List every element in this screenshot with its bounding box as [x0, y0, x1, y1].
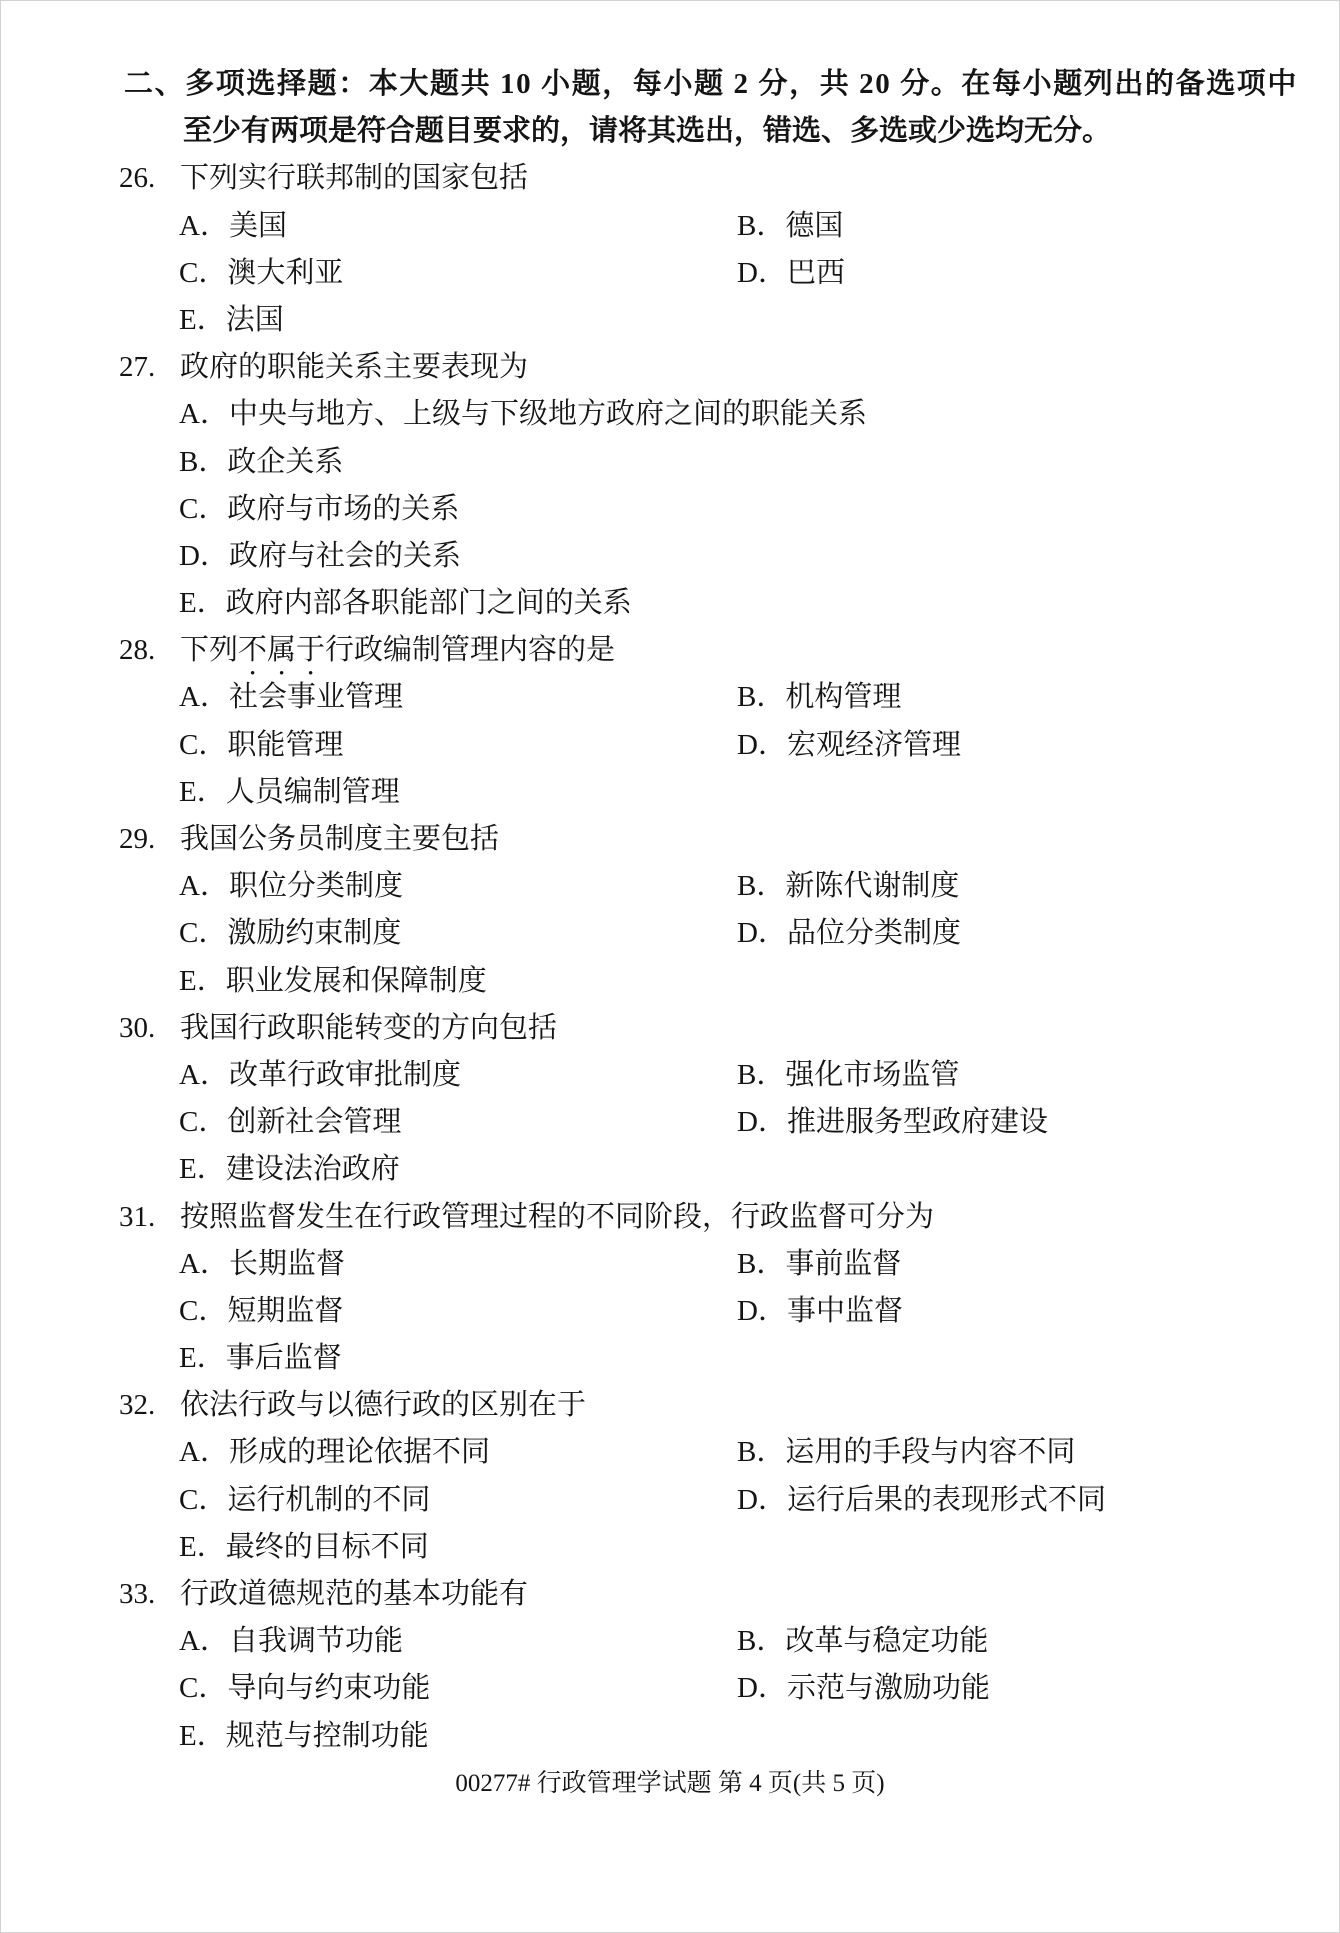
options-row — [1, 439, 1339, 486]
options-row — [1, 1477, 1339, 1524]
option-e — [179, 1335, 342, 1382]
question-stem-line — [1, 1194, 1339, 1241]
option-label: A． — [179, 1436, 229, 1469]
option-text: 宏观经济管理 — [786, 728, 961, 761]
option-text: 运行机制的不同 — [227, 1483, 431, 1516]
options-row — [1, 1524, 1339, 1571]
question-number: 28. — [119, 634, 156, 667]
option-label: D． — [737, 1672, 787, 1705]
section-header — [1, 61, 1339, 155]
section-instructions: 至少有两项是符合题目要求的，请将其选出，错选、多选或少选均无分。 — [183, 115, 1112, 148]
option-text: 中央与地方、上级与下级地方政府之间的职能关系 — [228, 398, 867, 431]
option-label: B． — [737, 209, 786, 242]
option-text: 社会事业管理 — [228, 681, 403, 714]
option-label: E． — [179, 303, 226, 336]
option-label: C． — [179, 728, 228, 761]
question-stem-line — [1, 1571, 1339, 1618]
page-content — [1, 61, 1339, 1807]
option-c — [179, 1477, 430, 1524]
option-a — [179, 1052, 461, 1099]
question-number: 33. — [119, 1578, 156, 1610]
question-stem-line — [1, 816, 1339, 863]
option-b — [737, 1241, 901, 1288]
option-label: E． — [179, 1719, 226, 1752]
option-label: A． — [179, 1625, 229, 1658]
option-label: C． — [179, 256, 228, 289]
option-label: D． — [737, 917, 787, 950]
option-text: 德国 — [785, 209, 844, 242]
option-label: D． — [737, 1483, 787, 1516]
options-row — [1, 1146, 1339, 1193]
option-label: B． — [737, 1625, 786, 1658]
options-row — [1, 769, 1339, 816]
option-text: 政府与社会的关系 — [228, 539, 461, 572]
option-label: E． — [179, 964, 226, 997]
option-label: A． — [179, 1247, 229, 1280]
option-text: 政府与市场的关系 — [227, 492, 460, 525]
options-row — [1, 1618, 1339, 1665]
option-c — [179, 250, 343, 297]
option-label: A． — [179, 681, 229, 714]
question-26 — [1, 155, 1339, 344]
options-row — [1, 1665, 1339, 1712]
option-b — [737, 863, 959, 910]
question-number: 31. — [119, 1200, 156, 1233]
option-label: E． — [179, 587, 226, 620]
option-label: B． — [179, 445, 228, 478]
option-text: 机构管理 — [785, 681, 902, 714]
option-e — [179, 769, 400, 816]
option-d — [737, 250, 845, 297]
option-text: 巴西 — [786, 256, 845, 289]
option-e — [179, 297, 284, 344]
option-text: 政府内部各职能部门之间的关系 — [225, 587, 632, 620]
option-b — [737, 1052, 959, 1099]
option-c — [179, 722, 343, 769]
option-label: D． — [737, 728, 787, 761]
option-label: A． — [179, 1058, 229, 1091]
option-text: 事前监督 — [785, 1247, 902, 1280]
question-number: 29. — [119, 823, 156, 855]
option-text: 创新社会管理 — [227, 1106, 402, 1139]
option-b — [737, 203, 843, 250]
option-e — [179, 1524, 429, 1571]
question-stem-line — [1, 1005, 1339, 1052]
options-row — [1, 1335, 1339, 1382]
option-text: 法国 — [225, 303, 284, 336]
option-label: A． — [179, 209, 229, 242]
option-d — [737, 1665, 990, 1712]
option-d — [737, 910, 961, 957]
options-row — [1, 1099, 1339, 1146]
option-label: E． — [179, 1153, 226, 1186]
options-row — [1, 297, 1339, 344]
option-c — [179, 486, 459, 533]
option-label: C． — [179, 492, 228, 525]
option-label: E． — [179, 1530, 226, 1563]
option-label: C． — [179, 1106, 228, 1139]
question-31 — [1, 1194, 1339, 1383]
options-row — [1, 250, 1339, 297]
option-text: 长期监督 — [228, 1247, 345, 1280]
question-text: 行政道德规范的基本功能有 — [180, 1578, 529, 1610]
option-e — [179, 1713, 429, 1760]
option-text: 短期监督 — [227, 1294, 344, 1327]
option-text: 最终的目标不同 — [225, 1530, 429, 1563]
option-d — [737, 1099, 1048, 1146]
option-text: 导向与约束功能 — [227, 1672, 431, 1705]
option-b — [179, 439, 343, 486]
option-text: 自我调节功能 — [228, 1625, 403, 1658]
option-label: B． — [737, 1436, 786, 1469]
option-a — [179, 391, 867, 438]
page-footer: 00277# 行政管理学试题 第 4 页(共 5 页) — [455, 1769, 885, 1797]
option-label: E． — [179, 775, 226, 808]
option-a — [179, 1241, 345, 1288]
question-text-before: 下列 — [180, 634, 239, 667]
option-label: C． — [179, 917, 228, 950]
question-number: 32. — [119, 1389, 156, 1422]
options-row — [1, 910, 1339, 957]
question-29 — [1, 816, 1339, 1005]
question-text: 政府的职能关系主要表现为 — [180, 351, 529, 384]
options-row — [1, 1429, 1339, 1476]
option-text: 职位分类制度 — [228, 870, 403, 903]
option-c — [179, 1099, 401, 1146]
question-text: 按照监督发生在行政管理过程的不同阶段，行政监督可分为 — [180, 1200, 935, 1233]
option-text: 示范与激励功能 — [786, 1672, 990, 1705]
option-text: 美国 — [228, 209, 287, 242]
options-row — [1, 486, 1339, 533]
options-row — [1, 674, 1339, 721]
option-text: 运行后果的表现形式不同 — [786, 1483, 1106, 1516]
option-label: B． — [737, 681, 786, 714]
question-text: 我国行政职能转变的方向包括 — [180, 1011, 558, 1044]
options-row — [1, 1241, 1339, 1288]
options-row — [1, 1052, 1339, 1099]
option-text: 改革行政审批制度 — [228, 1058, 461, 1091]
option-label: C． — [179, 1294, 228, 1327]
options-row — [1, 722, 1339, 769]
option-text: 品位分类制度 — [786, 917, 961, 950]
options-row — [1, 958, 1339, 1005]
question-text: 依法行政与以德行政的区别在于 — [180, 1389, 587, 1422]
option-a — [179, 203, 287, 250]
option-text: 建设法治政府 — [225, 1153, 400, 1186]
options-row — [1, 580, 1339, 627]
question-28 — [1, 627, 1339, 816]
question-stem-line — [1, 344, 1339, 391]
option-text: 事后监督 — [225, 1342, 342, 1375]
options-row — [1, 391, 1339, 438]
option-label: B． — [737, 1247, 786, 1280]
option-text: 激励约束制度 — [227, 917, 402, 950]
question-stem-line — [1, 155, 1339, 202]
option-label: C． — [179, 1672, 228, 1705]
question-text: 我国公务员制度主要包括 — [180, 823, 500, 855]
option-label: D． — [737, 1294, 787, 1327]
question-text: 下列实行联邦制的国家包括 — [180, 162, 529, 195]
option-a — [179, 863, 403, 910]
option-a — [179, 674, 403, 721]
question-stem-line — [1, 627, 1339, 674]
option-a — [179, 1429, 490, 1476]
question-27 — [1, 344, 1339, 627]
question-text-after: 行政编制管理内容的是 — [325, 634, 616, 667]
option-text: 职能管理 — [227, 728, 344, 761]
question-30 — [1, 1005, 1339, 1194]
option-d — [737, 1477, 1106, 1524]
section-header-line-2 — [1, 108, 1339, 155]
option-text: 推进服务型政府建设 — [786, 1106, 1048, 1139]
question-number: 27. — [119, 351, 156, 384]
options-row — [1, 863, 1339, 910]
option-e — [179, 958, 487, 1005]
option-text: 人员编制管理 — [225, 775, 400, 808]
option-label: B． — [737, 1058, 786, 1091]
option-text: 新陈代谢制度 — [785, 870, 960, 903]
option-c — [179, 910, 401, 957]
option-text: 事中监督 — [786, 1294, 903, 1327]
question-number: 30. — [119, 1011, 156, 1044]
option-text: 澳大利亚 — [227, 256, 344, 289]
option-d — [737, 722, 961, 769]
option-text: 改革与稳定功能 — [785, 1625, 989, 1658]
emphasized-text: 不属于 — [238, 634, 326, 667]
options-row — [1, 533, 1339, 580]
option-label: B． — [737, 870, 786, 903]
options-row — [1, 203, 1339, 250]
option-text: 职业发展和保障制度 — [225, 964, 487, 997]
option-label: D． — [737, 256, 787, 289]
option-b — [737, 674, 901, 721]
option-text: 强化市场监管 — [785, 1058, 960, 1091]
option-d — [179, 533, 461, 580]
question-number: 26. — [119, 162, 156, 195]
option-label: C． — [179, 1483, 228, 1516]
options-row — [1, 1288, 1339, 1335]
option-label: E． — [179, 1342, 226, 1375]
option-text: 政企关系 — [227, 445, 344, 478]
option-d — [737, 1288, 903, 1335]
option-label: D． — [179, 539, 229, 572]
option-a — [179, 1618, 403, 1665]
option-e — [179, 580, 632, 627]
options-row — [1, 1713, 1339, 1760]
option-label: A． — [179, 870, 229, 903]
option-b — [737, 1618, 988, 1665]
question-stem-line — [1, 1382, 1339, 1429]
option-label: A． — [179, 398, 229, 431]
option-b — [737, 1429, 1075, 1476]
option-text: 规范与控制功能 — [225, 1719, 429, 1752]
option-e — [179, 1146, 400, 1193]
option-label: D． — [737, 1106, 787, 1139]
option-c — [179, 1288, 343, 1335]
option-text: 形成的理论依据不同 — [228, 1436, 490, 1469]
question-33 — [1, 1571, 1339, 1760]
question-32 — [1, 1382, 1339, 1571]
option-c — [179, 1665, 430, 1712]
section-title: 二、多项选择题：本大题共 10 小题，每小题 2 分，共 20 分。在每小题列出的备选项中 — [124, 68, 1299, 100]
section-header-line-1 — [1, 61, 1339, 108]
option-text: 运用的手段与内容不同 — [785, 1436, 1076, 1469]
